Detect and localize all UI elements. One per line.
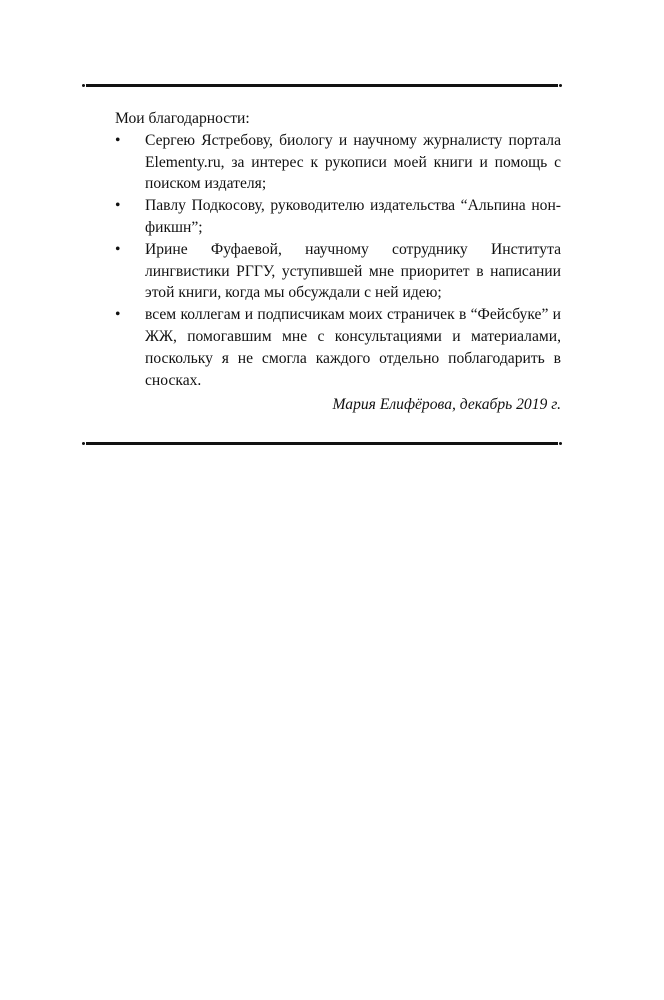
bullet-icon: • (115, 197, 121, 215)
bottom-divider (82, 438, 562, 450)
divider-dot-left (82, 442, 85, 445)
bullet-icon: • (115, 131, 121, 149)
divider-dot-right (559, 84, 562, 87)
divider-dot-left (82, 84, 85, 87)
list-item-text: всем коллегам и подписчикам моих страничек в “Фейсбуке” и ЖЖ, помогавшим мне с консультациями и материалами, поскольку я не смогла каждого отдельно поблагодарить в сносках. (145, 306, 561, 389)
list-item-text: Сергею Ястребову, биологу и научному журналисту портала Elementy.ru, за интерес к рукописи моей книги и помощь с поиском издателя; (145, 131, 561, 193)
acknowledgements-list (115, 130, 561, 392)
list-item (115, 304, 561, 391)
bullet-icon: • (115, 240, 121, 258)
top-divider (82, 80, 562, 92)
bullet-icon: • (115, 306, 121, 324)
divider-line (86, 84, 558, 87)
divider-line (86, 442, 558, 445)
list-item (115, 239, 561, 304)
acknowledgements-heading: Мои благодарности: (115, 110, 250, 127)
divider-dot-right (559, 442, 562, 445)
list-item-text: Павлу Подкосову, руководителю издательства “Альпина нон-фикшн”; (145, 197, 561, 236)
list-item (115, 195, 561, 239)
list-item-text: Ирине Фуфаевой, научному сотруднику Института лингвистики РГГУ, уступившей мне приоритет в написании этой книги, когда мы обсуждали с ней идею; (145, 240, 561, 302)
acknowledgements-section (115, 108, 561, 432)
list-item (115, 130, 561, 195)
author-signature: Мария Елифёрова, декабрь 2019 г. (332, 396, 561, 414)
